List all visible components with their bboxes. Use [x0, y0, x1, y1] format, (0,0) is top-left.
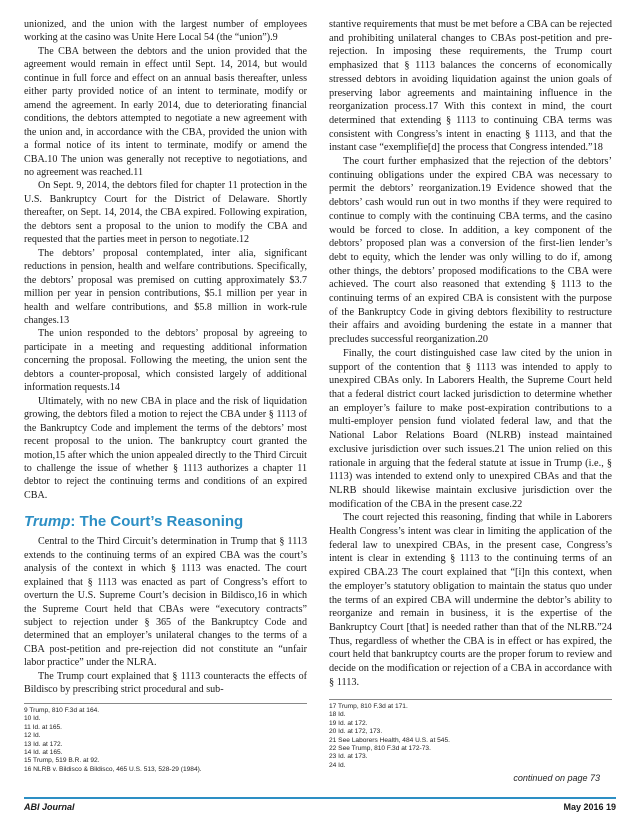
- footnote: 14 Id. at 165.: [24, 749, 63, 757]
- footnote: 17 Trump, 810 F.3d at 171.: [329, 703, 408, 710]
- footer-rule: [24, 797, 616, 799]
- paragraph: On Sept. 9, 2014, the debtors filed for chapter 11 protection in the U.S. Bankruptcy Court for the District of Delaware. Shortly thereafter, on Sept. 14, 2014, the CBA expired. Following expiration, the debtors sent a proposal to the union to modify the CBA and requested that the parties meet in person to negotiate.12: [24, 180, 307, 246]
- paragraph: Central to the Third Circuit’s determination in Trump that § 1113 extends to the continuing terms of an expired CBA was the court’s analysis of the context in which § 1113 was enacted. The court explained that § 1113 was enacted as part of Congress’s effort to overturn the U.S. Supreme Court’s decision in Bildisco,16 in which the Supreme Court held that CBAs were “executory contracts” subject to rejection under § 365 of the Bankruptcy Code and determined that an employer’s unilateral changes to the terms of a CBA post-petition and pre-rejection did not constitute an “unfair labor practice” under the NLRA.: [24, 536, 307, 669]
- right-column: [329, 18, 612, 689]
- paragraph: The court further emphasized that the rejection of the debtors’ continuing obligations under the expired CBA was necessary to permit the debtors’ reorganization.19 Evidence showed that the debtors’ cash would run out in two months if they were required to continue to comply with the continuing CBA terms, and the casino would be forced to close. In addition, a key component of the debtors’ proposed plan was a conversion of the first-lien lender’s debt to equity, which the lender was only willing to do if, among other things, the debtors’ proposed modifications to the CBA were achieved. The court also reasoned that extending § 1113 to the continuing terms of an expired CBA is consistent with the purpose of the Bankruptcy Code in giving debtors flexibility to restructure their affairs and avoiding burdening the estate in a manner that precludes successful reorganization.20: [329, 156, 612, 346]
- footnote: 9 Trump, 810 F.3d at 164.: [24, 707, 100, 714]
- paragraph: The union responded to the debtors’ proposal by agreeing to participate in a meeting and requesting additional information concerning the proposal. Following the meeting, the union sent the debtors a counter-proposal, which consisted largely of additional information requests.14: [24, 328, 307, 394]
- left-column: [24, 18, 307, 697]
- footnote: 13 Id. at 172.: [24, 740, 63, 748]
- paragraph: The Trump court explained that § 1113 counteracts the effects of Bildisco by prescribing strict procedural and sub-: [24, 670, 307, 696]
- footnote: 23 Id. at 173.: [329, 753, 368, 761]
- section-heading-case-name: Trump: [24, 513, 71, 531]
- footnote: 18 Id.: [329, 711, 346, 719]
- footnotes-right: [329, 699, 612, 770]
- paragraph: Finally, the court distinguished case law cited by the union in support of the contention that § 1113 was intended to apply to unexpired CBAs only. In Laborers Health, the Supreme Court held that a federal district court lacked jurisdiction to determine whether an employer’s failure to make post-expiration contributions to a multi-employer pension fund violated federal law, and that the National Labor Relations Board (NLRB) instead maintained exclusive jurisdiction over such issues.21 The union relied on this rationale in arguing that the federal statute at issue in Trump (i.e., § 1113) was intended to extend only to unexpired CBAs and that the NLRB should likewise maintain exclusive jurisdiction over the modification of the CBA in the present case.22: [329, 347, 612, 510]
- footnote: 16 NLRB v. Bildisco & Bildisco, 465 U.S. 513, 528-29 (1984).: [24, 765, 202, 773]
- footnote: 20 Id. at 172, 173.: [329, 728, 383, 736]
- footnote: 10 Id.: [24, 715, 41, 723]
- paragraph: The court rejected this reasoning, finding that while in Laborers Health Congress’s intent was clear in limiting the application of the federal law to unexpired CBAs, in the present case, Congress’s intent is clear in extending § 1113 to the continuing terms of an expired CBA.23 The court explained that “[i]n this context, when the employer’s statutory obligation to maintain the status quo under the terms of an expired CBA will undermine the debtor’s ability to reorganize and remain in business, it is the expertise of the Bankruptcy Court [that] is needed rather than that of the NLRB.”24 Thus, regardless of whether the CBA is in effect or has expired, the court held that bankruptcy courts are the proper forum to review and decide on the modification or rejection of a CBA in accordance with § 1113.: [329, 512, 612, 688]
- paragraph: Ultimately, with no new CBA in place and the risk of liquidation growing, the debtors filed a motion to reject the CBA under § 1113 of the Bankruptcy Code and implement the terms of the debtors’ most recent proposal to the union. The bankruptcy court granted the motion,15 after which the union appealed directly to the Third Circuit to challenge the issue of whether § 1113 authorizes a chapter 11 debtor to reject the continuing terms and conditions of an expired CBA.: [24, 395, 307, 501]
- footnotes-left: [24, 703, 307, 774]
- footnote: 11 Id. at 165.: [24, 723, 63, 731]
- footnote: 24 Id.: [329, 761, 346, 769]
- publication-name: ABI Journal: [24, 802, 75, 812]
- section-heading: [24, 512, 307, 531]
- paragraph: The debtors’ proposal contemplated, inter alia, significant reductions in pension, health and welfare contributions. Specifically, the debtors’ proposal was premised on cutting approximately $3.7 million per year in pension contributions, $5.1 million per year in health and welfare contributions, and $5.8 million in work-rule changes.13: [24, 247, 307, 326]
- footnote: 15 Trump, 519 B.R. at 92.: [24, 757, 100, 765]
- section-heading-title: : The Court’s Reasoning: [70, 513, 244, 531]
- continued-note: continued on page 73: [513, 773, 600, 783]
- issue-and-page-number: May 2016 19: [563, 802, 616, 812]
- footnote: 12 Id.: [24, 732, 41, 740]
- footnote: 22 See Trump, 810 F.3d at 172-73.: [329, 745, 431, 753]
- paragraph: stantive requirements that must be met before a CBA can be rejected and prohibiting unilateral changes to CBAs post-petition and pre-rejection. In imposing these requirements, the Trump court emphasized that § 1113 balances the concerns of economically stressed debtors in avoiding liquidation against the union goals of preserving labor agreements and maintaining influence in the reorganization process.17 With this context in mind, the court determined that extending § 1113 to continuing CBA terms was consistent with Congress’s intent in enacting § 1113, and that the instant case “exemplifie[d] the process that Congress intended.”18: [329, 19, 612, 154]
- footnote: 21 See Laborers Health, 484 U.S. at 545.: [329, 736, 450, 744]
- paragraph: The CBA between the debtors and the union provided that the agreement would remain in effect until Sept. 14, 2014, but would continue in full force and effect on an annual basis thereafter, unless either party provided notice of an intent to terminate, modify or amend the agreement. In early 2014, due to deteriorating financial conditions, the debtors attempted to negotiate a new agreement with the union and, in accordance with the CBA, provided the union with a formal notice of its intent to terminate, modify or amend the CBA.10 The union was generally not receptive to negotiations, and no agreement was reached.11: [24, 45, 307, 178]
- footnote: 19 Id. at 172.: [329, 719, 368, 727]
- paragraph: unionized, and the union with the largest number of employees working at the casino was Unite Here Local 54 (the “union”).9: [24, 19, 307, 44]
